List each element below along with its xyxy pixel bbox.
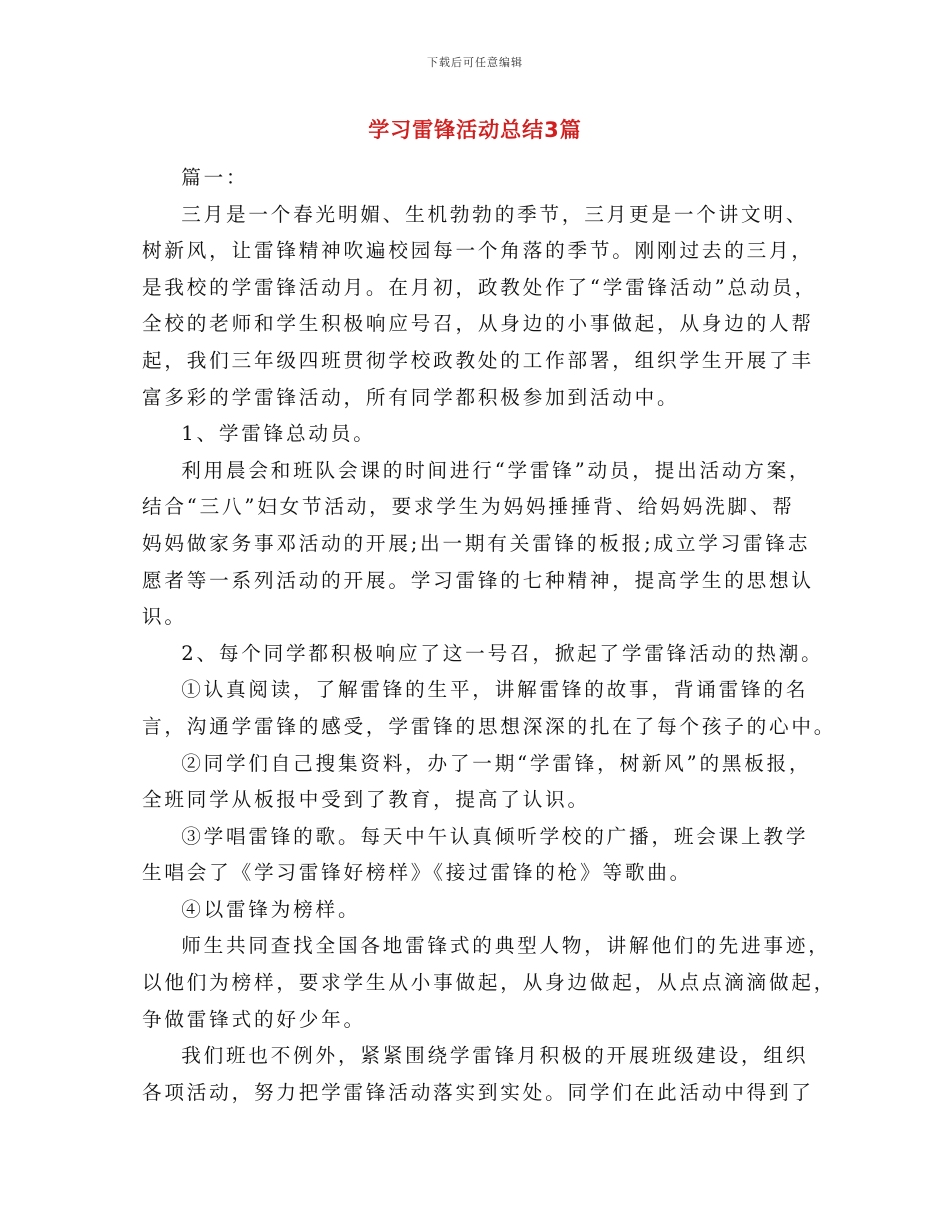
paragraph-line: 言，沟通学雷锋的感受，学雷锋的思想深深的扎在了每个孩子的心中。 [142,714,837,738]
paragraph-line: 全班同学从板报中受到了教育，提高了认识。 [142,788,590,812]
paragraph [142,197,818,417]
paragraph-line: 富多彩的学雷锋活动，所有同学都积极参加到活动中。 [142,385,680,409]
paragraph-line: ④以雷锋为榜样。 [181,897,361,921]
paragraph [142,453,814,636]
paragraph-line: 妈妈做家务事邓活动的开展;出一期有关雷锋的板报;成立学习雷锋志 [142,531,811,555]
paragraph-line: 识。 [142,605,187,629]
paragraph-line: ③学唱雷锋的歌。每天中午认真倾听学校的广播，班会课上教学 [181,824,809,848]
paragraph-line: 三月是一个春光明媚、生机勃勃的季节，三月更是一个讲文明、 [181,202,809,226]
paragraph-line: 全校的老师和学生积极响应号召，从身边的小事做起，从身边的人帮 [142,312,814,336]
paragraph-line: 树新风，让雷锋精神吹遍校园每一个角落的季节。刚刚过去的三月， [142,239,814,263]
paragraph-line: 2、每个同学都积极响应了这一号召，掀起了学雷锋活动的热潮。 [181,641,824,665]
paragraph [142,892,814,929]
paragraph [142,1038,814,1111]
paragraph-line: 生唱会了《学习雷锋好榜样》《接过雷锋的枪》等歌曲。 [142,861,693,885]
paragraph-line: 结合“三八”妇女节活动，要求学生为妈妈捶捶背、给妈妈洗脚、帮 [142,495,795,519]
paragraph-line: 是我校的学雷锋活动月。在月初，政教处作了“学雷锋活动”总动员， [142,275,818,299]
paragraph-line: 利用晨会和班队会课的时间进行“学雷锋”动员，提出活动方案， [181,458,812,482]
paragraph-line: 以他们为榜样，要求学生从小事做起，从身边做起，从点点滴滴做起， [142,971,837,995]
paragraph-line: 我们班也不例外，紧紧围绕学雷锋月积极的开展班级建设，组织 [181,1044,809,1068]
paragraph-line: 师生共同查找全国各地雷锋式的典型人物，讲解他们的先进事迹， [181,934,831,958]
paragraph [142,416,814,453]
paragraph [142,928,837,1038]
paragraph-line: 争做雷锋式的好少年。 [142,1007,366,1031]
paragraph-line: 各项活动，努力把学雷锋活动落实到实处。同学们在此活动中得到了 [142,1080,814,1104]
paragraph-line: ①认真阅读，了解雷锋的生平，讲解雷锋的故事，背诵雷锋的名 [181,678,809,702]
section-label: 篇一： [181,166,249,189]
paragraph [142,819,814,892]
paragraph-line: 1、学雷锋总动员。 [181,422,376,446]
paragraph [142,636,824,673]
document-title: 学习雷锋活动总结3篇 [368,118,582,142]
paragraph-line: ②同学们自己搜集资料，办了一期“学雷锋，树新风”的黑板报， [181,751,812,775]
document-body [142,160,837,1111]
paragraph [142,746,814,819]
paragraph-line: 愿者等一系列活动的开展。学习雷锋的七种精神，提高学生的思想认 [142,568,814,592]
paragraph [142,672,837,745]
header-note: 下载后可任意编辑 [427,56,523,69]
paragraph-line: 起，我们三年级四班贯彻学校政教处的工作部署，组织学生开展了丰 [142,348,814,372]
